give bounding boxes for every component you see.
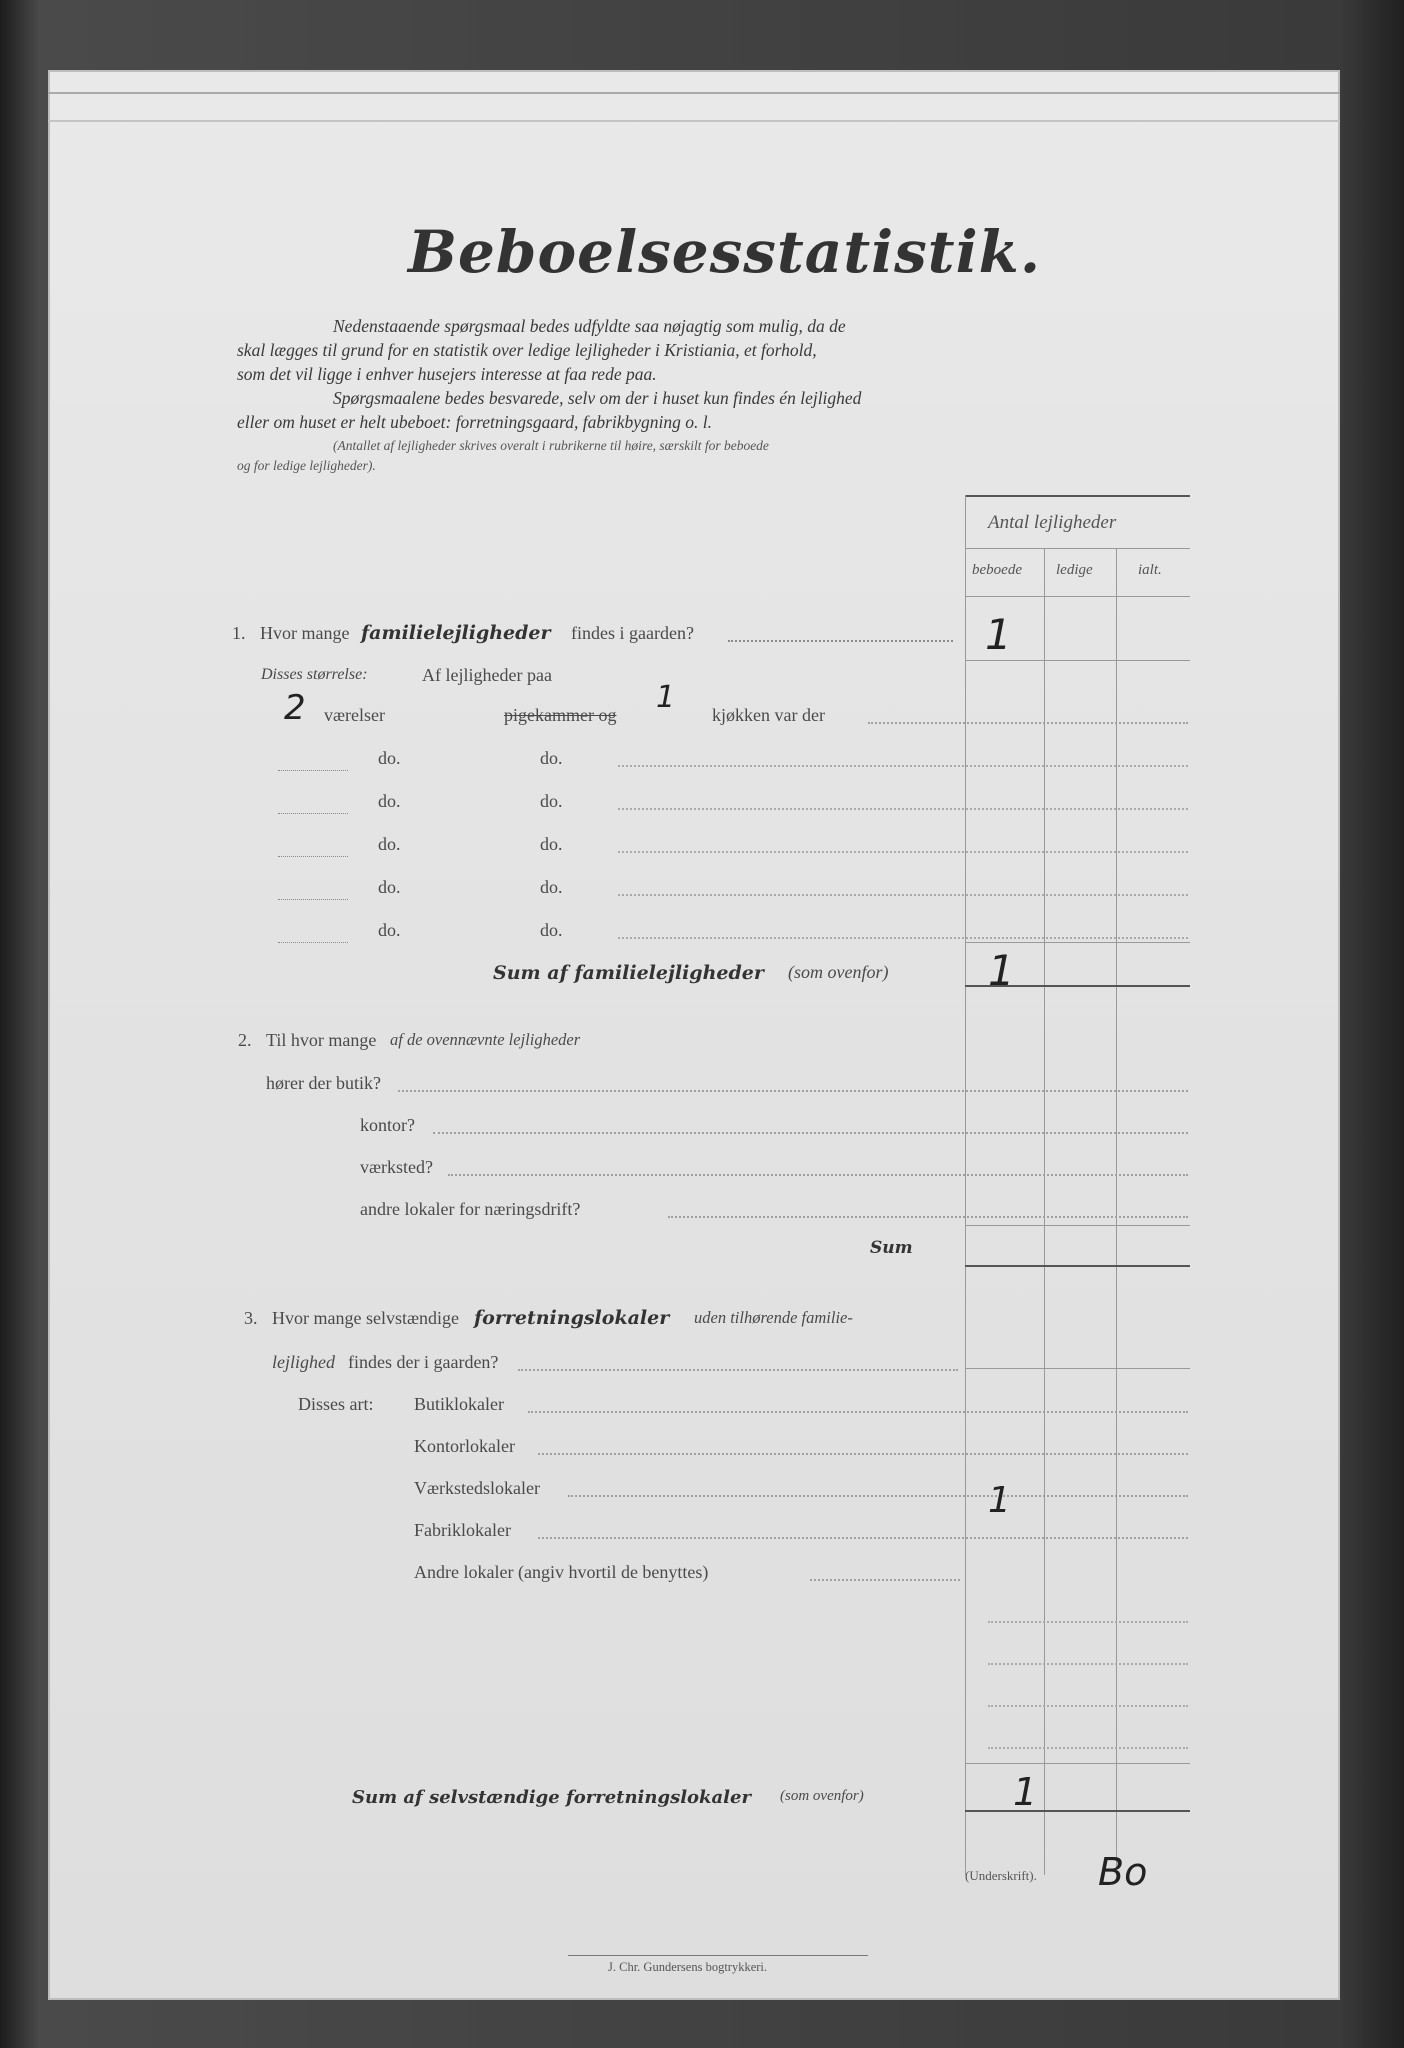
q2-kontor: kontor? xyxy=(360,1115,415,1135)
q1-rooms-leader xyxy=(868,722,1188,724)
printer-line: J. Chr. Gundersens bogtrykkeri. xyxy=(608,1960,768,1974)
intro-line-4: Spørgsmaalene bedes besvarede, selv om der i huset kun findes én lejlighed xyxy=(333,388,862,408)
q1-do-bottom-rule xyxy=(965,942,1190,943)
q1-number: 1. xyxy=(232,623,246,643)
q3-text-d: lejlighed xyxy=(272,1352,335,1372)
q1-maid-label: pigekammer og xyxy=(504,705,617,725)
q1-rooms-handwritten: 2 xyxy=(284,688,306,728)
intro-line-1: Nedenstaaende spørgsmaal bedes udfyldte saa nøjagtig som mulig, da de xyxy=(333,316,846,336)
q1-kitchen-label: kjøkken var der xyxy=(712,705,825,725)
q3-butik: Butiklokaler xyxy=(414,1394,504,1414)
intro-line-5: eller om huset er helt ubeboet: forretningsgaard, fabrikbygning o. l. xyxy=(237,412,713,432)
do-maid-3: do. xyxy=(540,834,563,854)
q1-sum-label-b: (som ovenfor) xyxy=(788,962,889,982)
q2-text-b: af de ovennævnte lejligheder xyxy=(390,1030,581,1049)
q2-kontor-leader xyxy=(433,1132,1188,1134)
q3-text-a: Hvor mange selvstændige xyxy=(272,1308,459,1328)
do-leader-1 xyxy=(618,765,1188,767)
col-line-1 xyxy=(965,495,966,1875)
do-rooms-4: do. xyxy=(378,877,401,897)
do-maid-5: do. xyxy=(540,920,563,940)
q3-kontor: Kontorlokaler xyxy=(414,1436,515,1456)
q1-text-b: familielejligheder xyxy=(361,622,551,644)
q3-fabrik: Fabriklokaler xyxy=(414,1520,511,1540)
q2-andre: andre lokaler for næringsdrift? xyxy=(360,1199,581,1219)
q1-sub-a: Disses størrelse: xyxy=(261,666,368,683)
q3-andre-leader xyxy=(810,1579,960,1581)
q1-rooms-label: værelser xyxy=(324,705,385,725)
intro-line-3: som det vil ligge i enhver husejers interesse at faa rede paa. xyxy=(237,364,657,384)
q2-number: 2. xyxy=(238,1030,252,1050)
do-maid-1: do. xyxy=(540,748,563,768)
q3-andre: Andre lokaler (angiv hvortil de benyttes) xyxy=(414,1562,709,1582)
q1-sub-b: Af lejligheder paa xyxy=(422,665,552,685)
q2-andre-leader xyxy=(668,1216,1188,1218)
q1-answer-beboede: 1 xyxy=(985,610,1012,659)
q2-rows-rule xyxy=(965,1225,1190,1226)
q3-kontor-leader xyxy=(538,1453,1188,1455)
page-title: Beboelsesstatistik. xyxy=(408,218,1042,286)
q3-blank-2 xyxy=(988,1663,1188,1665)
q3-number: 3. xyxy=(244,1308,258,1328)
do-blank-4 xyxy=(278,899,348,900)
q2-text-a: Til hvor mange xyxy=(266,1030,377,1050)
q1-sum-answer: 1 xyxy=(988,946,1015,995)
do-maid-2: do. xyxy=(540,791,563,811)
q3-leader xyxy=(518,1369,958,1371)
table-header-rule xyxy=(965,548,1190,549)
q2-butik: hører der butik? xyxy=(266,1073,381,1093)
do-leader-5 xyxy=(618,937,1188,939)
q2-butik-leader xyxy=(398,1090,1188,1092)
col-header-ledige: ledige xyxy=(1056,562,1093,578)
q1-sum-rule xyxy=(965,985,1190,987)
q3-sum-label: Sum af selvstændige forretningslokaler xyxy=(352,1787,751,1808)
q3-fabrik-leader xyxy=(538,1537,1188,1539)
q3-vaerksted: Værkstedslokaler xyxy=(414,1478,540,1498)
q3-blank-3 xyxy=(988,1705,1188,1707)
table-top-rule xyxy=(965,495,1190,497)
q3-blank-4 xyxy=(988,1747,1188,1749)
q1-kitchen-handwritten: 1 xyxy=(656,680,676,715)
q2-vaerksted-leader xyxy=(448,1174,1188,1176)
do-maid-4: do. xyxy=(540,877,563,897)
do-rooms-2: do. xyxy=(378,791,401,811)
do-blank-2 xyxy=(278,813,348,814)
q1-sum-label: Sum af familielejligheder xyxy=(493,962,764,984)
q3-text-c: uden tilhørende familie- xyxy=(694,1308,853,1327)
col-line-2 xyxy=(1044,548,1045,1875)
signature-label: (Underskrift). xyxy=(965,1868,1037,1883)
q2-vaerksted: værksted? xyxy=(360,1157,433,1177)
q2-sum-label: Sum xyxy=(870,1238,913,1258)
q3-blank-1 xyxy=(988,1621,1188,1623)
q3-sum-label-b: (som ovenfor) xyxy=(780,1788,864,1804)
q3-vaerksted-leader xyxy=(568,1495,1188,1497)
col-header-ialt: ialt. xyxy=(1138,562,1162,578)
q1-text-a: Hvor mange xyxy=(260,623,350,643)
table-group-header: Antal lejligheder xyxy=(988,512,1117,533)
q3-arts-label: Disses art: xyxy=(298,1394,374,1414)
do-blank-3 xyxy=(278,856,348,857)
form-page xyxy=(48,70,1340,2000)
top-rule xyxy=(48,92,1340,94)
q1-text-c: findes i gaarden? xyxy=(571,623,694,643)
do-blank-5 xyxy=(278,942,348,943)
q3-sum-answer: 1 xyxy=(1013,1770,1038,1814)
q3-text-e: findes der i gaarden? xyxy=(348,1352,499,1372)
q3-rows-rule xyxy=(965,1763,1190,1764)
q1-leader xyxy=(728,640,953,642)
q1-row-rule xyxy=(965,660,1190,661)
do-leader-3 xyxy=(618,851,1188,853)
do-leader-4 xyxy=(618,894,1188,896)
intro-line-7: og for ledige lejligheder). xyxy=(237,458,376,473)
do-blank-1 xyxy=(278,770,348,771)
do-rooms-5: do. xyxy=(378,920,401,940)
signature-value: Bo xyxy=(1098,1850,1148,1894)
q3-butik-leader xyxy=(528,1411,1188,1413)
do-rooms-1: do. xyxy=(378,748,401,768)
do-leader-2 xyxy=(618,808,1188,810)
col-line-3 xyxy=(1116,548,1117,1875)
intro-line-6: (Antallet af lejligheder skrives overalt i rubrikerne til høire, særskilt for beboede xyxy=(333,438,769,453)
q3-sum-rule xyxy=(965,1810,1190,1812)
q3-text-b: forretningslokaler xyxy=(474,1307,670,1329)
col-header-beboede: beboede xyxy=(972,562,1022,578)
q3-vaerksted-answer: 1 xyxy=(988,1480,1011,1521)
table-header-bottom-rule xyxy=(965,596,1190,597)
do-rooms-3: do. xyxy=(378,834,401,854)
q2-sum-rule xyxy=(965,1265,1190,1267)
printer-rule xyxy=(568,1955,868,1956)
intro-line-2: skal lægges til grund for en statistik over ledige lejligheder i Kristiania, et forhold, xyxy=(237,340,817,360)
q3-row-rule xyxy=(965,1368,1190,1369)
top-rule-2 xyxy=(48,120,1340,122)
